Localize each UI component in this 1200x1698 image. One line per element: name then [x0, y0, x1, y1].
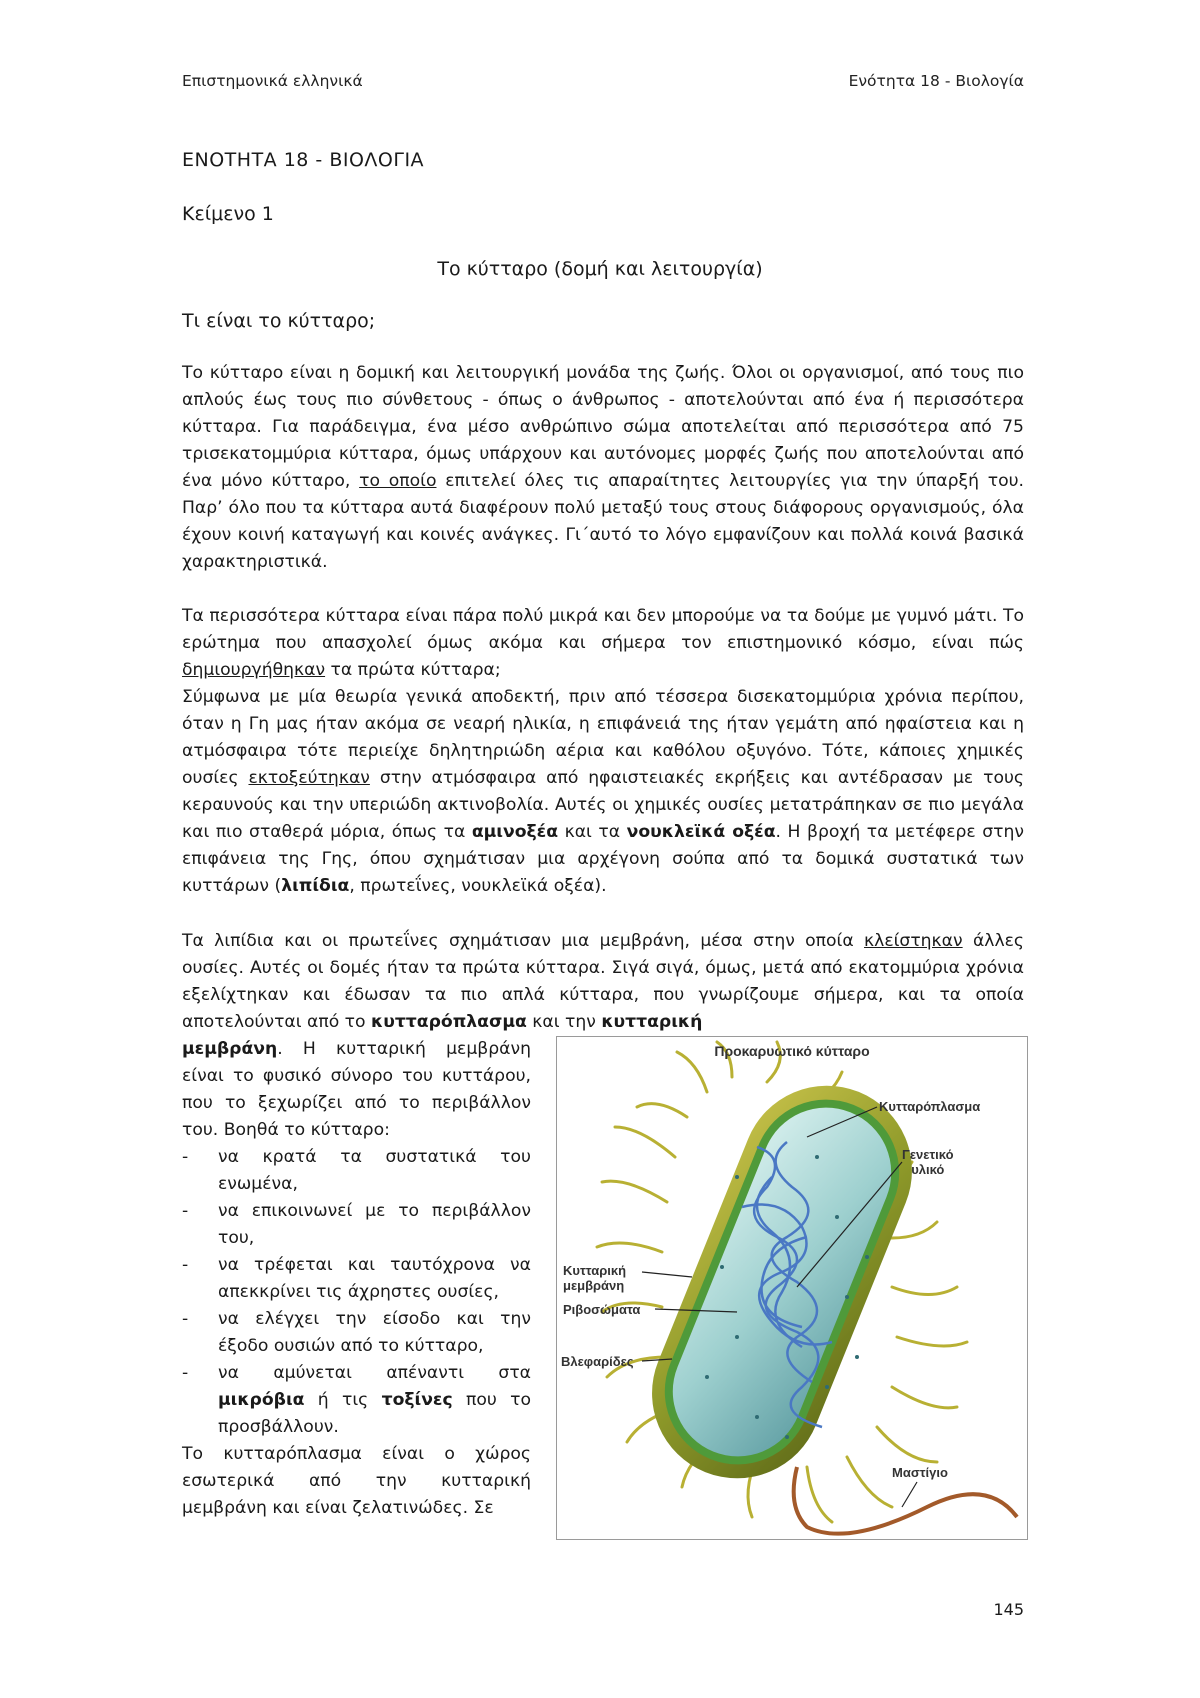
running-header-left: Επιστημονικά ελληνικά [182, 72, 363, 90]
bold-term: λιπίδια [281, 876, 350, 896]
list-item: - να επικοινωνεί με το περιβάλλον του, [182, 1198, 531, 1252]
bold-term: μικρόβια [218, 1390, 305, 1410]
label-ribosomes: Ριβοσώματα [563, 1302, 641, 1317]
bold-term: μεμβράνη [182, 1039, 278, 1059]
list-item: - να αμύνεται απέναντι στα μικρόβια ή τις τοξίνες που το προσβάλλουν. [182, 1360, 531, 1441]
membrane-functions-list [182, 1144, 531, 1441]
running-header-right: Ενότητα 18 - Βιολογία [848, 72, 1024, 90]
underlined-term: εκτοξεύτηκαν [248, 768, 370, 788]
cytoplasm-paragraph: Το κυτταρόπλασμα είναι ο χώρος εσωτερικά από την κυτταρική μεμβράνη και είναι ζελατινώδες. Σε [182, 1444, 531, 1518]
label-flagellum: Μαστίγιο [892, 1465, 948, 1480]
bold-term: κυτταρική [601, 1012, 703, 1032]
membrane-intro: μεμβράνη. Η κυτταρική μεμβράνη είναι το φυσικό σύνορο του κυττάρου, που το ξεχωρίζει από το περιβάλλον του. Βοηθά το κύτταρο: [182, 1039, 531, 1140]
list-item: - να τρέφεται και ταυτόχρονα να απεκκρίνει τις άχρηστες ουσίες, [182, 1252, 531, 1306]
bold-term: τοξίνες [381, 1390, 453, 1410]
underlined-term: το οποίο [359, 471, 437, 491]
bold-term: κυτταρόπλασμα [371, 1012, 527, 1032]
page-number: 145 [993, 1600, 1024, 1619]
bold-term: αμινοξέα [471, 822, 559, 842]
underlined-term: δημιουργήθηκαν [182, 660, 326, 680]
question-heading: Τι είναι το κύτταρο; [182, 310, 376, 332]
text-label: Κείμενο 1 [182, 203, 274, 225]
article-title: Το κύτταρο (δομή και λειτουργία) [437, 258, 763, 280]
label-genetic-material: Γενετικό υλικό [902, 1147, 954, 1177]
label-cytoplasm: Κυτταρόπλασμα [879, 1099, 981, 1114]
paragraph-3: Σύμφωνα με μία θεωρία γενικά αποδεκτή, πριν από τέσσερα δισεκατομμύρια χρόνια περίπου, όταν η Γη μας ήταν ακόμα σε νεαρή ηλικία, η επιφάνειά της ήταν γεμάτη από ηφαίστεια και η ατμόσφαιρα τότε περιείχε δηλητηριώδη αέρια και καθόλου οξυγόνο. Τότε, κάποιες χημικές ουσίες εκτοξεύτηκαν στην ατμόσφαιρα από ηφαιστειακές εκρήξεις και αντέδρασαν με τους κεραυνούς και την υπεριώδη ακτινοβολία. Αυτές οι χημικές ουσίες μετατράπηκαν σε πιο μεγάλα και πιο σταθερά μόρια, όπως τα αμινοξέα και τα νουκλεϊκά οξέα. Η βροχή τα μετέφερε στην επιφάνεια της Γης, όπου σχημάτισαν μια αρχέγονη σούπα από τα δομικά συστατικά των κυττάρων (λιπίδια, πρωτεΐνες, νουκλεϊκά οξέα). [182, 687, 1025, 896]
left-text-column [182, 1036, 531, 1522]
bold-term: νουκλεϊκά οξέα [626, 822, 776, 842]
list-item: - να ελέγχει την είσοδο και την έξοδο ουσιών από το κύτταρο, [182, 1306, 531, 1360]
figure-title: Προκαρυωτικό κύτταρο [714, 1043, 870, 1059]
paragraph-4: Τα λιπίδια και οι πρωτεΐνες σχημάτισαν μια μεμβράνη, μέσα στην οποία κλείστηκαν άλλες ουσίες. Αυτές οι δομές ήταν τα πρώτα κύτταρα. Σιγά σιγά, όμως, μετά από εκατομμύρια χρόνια εξελίχτηκαν και έδωσαν τα πιο απλά κύτταρα, που γνωρίζουμε σήμερα, και τα οποία αποτελούνται από το κυτταρόπλασμα και την κυτταρική [182, 931, 1025, 1032]
prokaryotic-cell-figure [556, 1036, 1028, 1540]
list-item: - να κρατά τα συστατικά του ενωμένα, [182, 1144, 531, 1198]
paragraph-1: Το κύτταρο είναι η δομική και λειτουργική μονάδα της ζωής. Όλοι οι οργανισμοί, από τους πιο απλούς έως τους πιο σύνθετους - όπως ο άνθρωπος - αποτελούνται από ένα ή περισσότερα κύτταρα. Για παράδειγμα, ένα μέσο ανθρώπινο σώμα αποτελείται από περισσότερα από 75 τρισεκατομμύρια κύτταρα, όμως υπάρχουν και αυτόνομες μορφές ζωής που αποτελούνται από ένα μόνο κύτταρο, το οποίο επιτελεί όλες τις απαραίτητες λειτουργίες για την ύπαρξή του. Παρ’ όλο που τα κύτταρα αυτά διαφέρουν πολύ μεταξύ τους στους διάφορους οργανισμούς, όλα έχουν κοινή καταγωγή και κοινές ανάγκες. Γι΄αυτό το λόγο εμφανίζουν και πολλά κοινά βασικά χαρακτηριστικά. [182, 363, 1025, 572]
label-cilia: Βλεφαρίδες [561, 1354, 634, 1369]
underlined-term: κλείστηκαν [864, 931, 963, 951]
paragraph-2: Τα περισσότερα κύτταρα είναι πάρα πολύ μικρά και δεν μπορούμε να τα δούμε με γυμνό μάτι. Το ερώτημα που απασχολεί όμως ακόμα και σήμερα τον επιστημονικό κόσμο, είναι πώς δημιουργήθηκαν τα πρώτα κύτταρα; [182, 606, 1024, 680]
label-cell-membrane: Κυτταρική μεμβράνη [563, 1263, 627, 1293]
unit-title: ΕΝΟΤΗΤΑ 18 - ΒΙΟΛΟΓΙΑ [182, 149, 425, 171]
